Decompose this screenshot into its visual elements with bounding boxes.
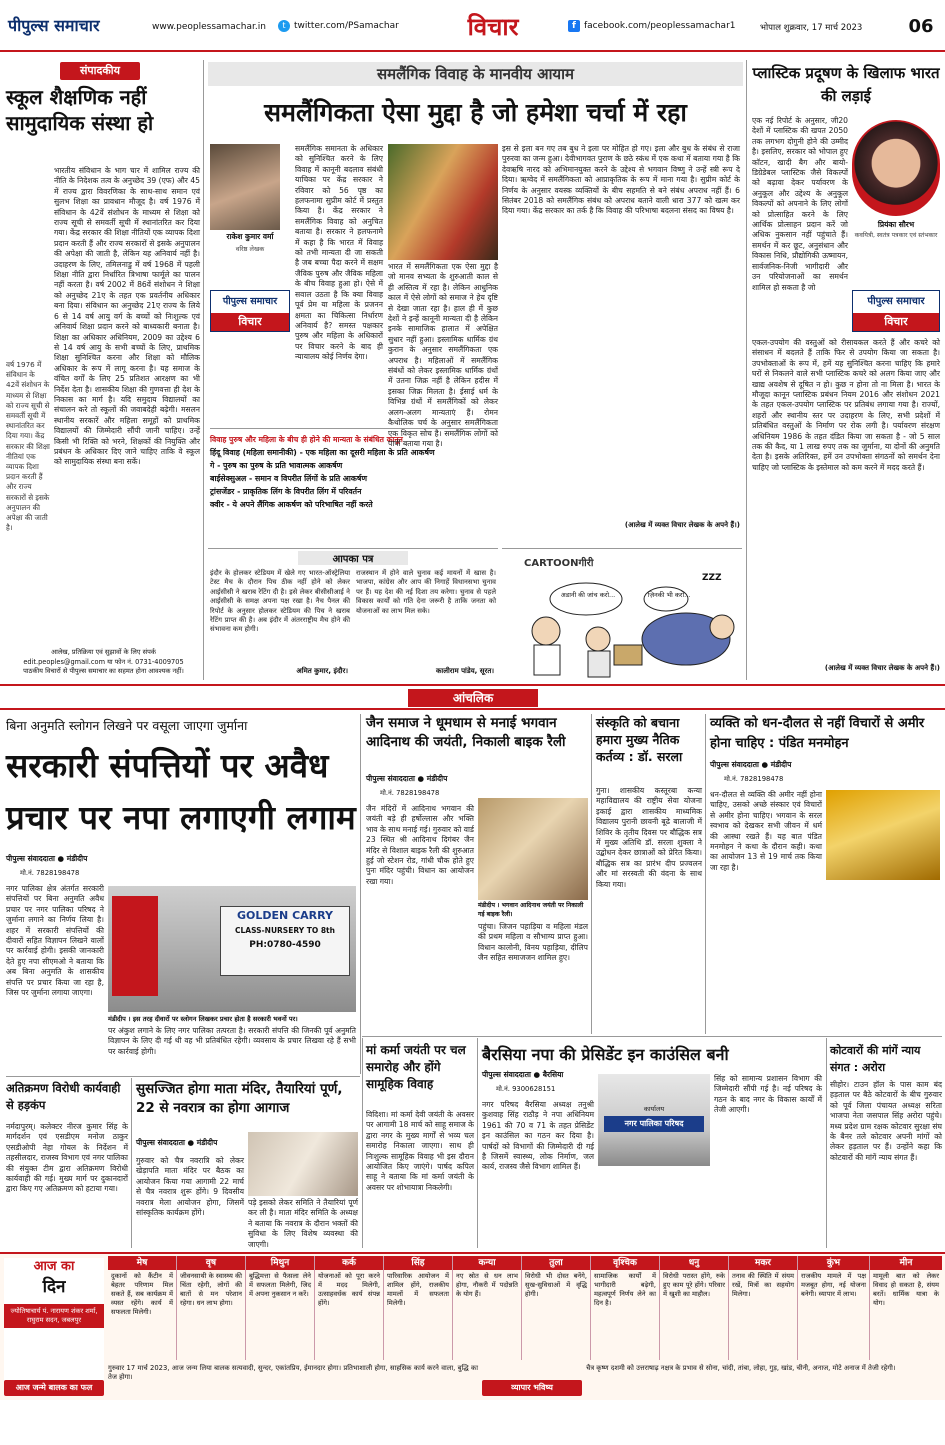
lead-logo-text: पीपुल्स समाचार [222, 296, 278, 307]
horoscope-din: दिन [42, 1277, 66, 1297]
regional-main-photo-phone: PH:0780-4590 [249, 940, 321, 950]
horoscope-sign [798, 1256, 870, 1360]
jain-photo [478, 798, 588, 900]
horoscope-sign-name: तुला [522, 1256, 590, 1270]
jain-mob: मो.नं. 7828198478 [380, 789, 440, 797]
karma-body: विदिशा। मां कर्मा देवी जयंती के अवसर पर आगामी 18 मार्च को साहू समाज के द्वारा नगर के मुख्य मार्गों से भव्य चल समारोह निकाला जाएगा। साथ ही निःशुल्क सामूहिक विवाह भी इस दौरान आयोजित किए जाएंगे। पार्षद कपिल साहू ने बताया कि मां कर्मा जयंती के अवसर पर शोभायात्रा निकलेगी। [366, 1110, 474, 1192]
facebook-icon: f [568, 20, 580, 32]
horoscope-birth-label: आज जन्मे बालक का फल [4, 1380, 104, 1396]
kotwar-headline: कोटवारों की मांगें न्याय संगत : अरोरा [830, 1044, 921, 1074]
cartoon-snore: ZZZ [702, 573, 722, 583]
letters-body1: इंदौर के होलकर स्टेडियम में खेले गए भारत-ऑस्ट्रेलिया टेस्ट मैच के दौरान पिच ठीक नहीं होने को लेकर आईसीसी ने खराब रेटिंग दी है। इसे लेकर बीसीसीआई ने आईसीसी के समक्ष अपना पक्ष रखा है। नैच पैनल की रिपोर्ट के अनुसार होलकर स्टेडियम की पिच ने खराब रेटिंग प्राप्त की है। अब इंदौर में अंतरराष्ट्रीय मैच होने की संभावना कम होगी। [210, 569, 350, 634]
horoscope-sign-name: सिंह [384, 1256, 452, 1270]
masthead-page-number: 06 [908, 16, 934, 37]
mandir-place: मंडीदीप [196, 1138, 218, 1147]
horoscope-sign [246, 1256, 315, 1360]
horoscope-jyotish: ज्योतिषाचार्य पं. नारायण शंकर शर्मा, राघुराम सदन, जबलपुर [4, 1304, 104, 1328]
jain-photo-caption: मंडीदीप । भगवान आदिनाथ जयंती पर निकाली गई बाइक रैली। [478, 902, 584, 918]
letters-sign2: कालीराम पांडेय, सूरत। [436, 667, 494, 675]
plastic-headline: प्लास्टिक प्रदूषण के खिलाफ भारत की लड़ाई [752, 64, 940, 105]
horoscope-sign [870, 1256, 942, 1360]
plastic-author-title: कवयित्री, स्वतंत्र पत्रकार एवं स्तंभकार [854, 232, 938, 239]
lead-kicker: समलैंगिक विवाह के मानवीय आयाम [208, 62, 743, 86]
horoscope-vyapar-label: व्यापार भविष्य [482, 1380, 582, 1396]
regional-main-mob: मो.नं. 7828198478 [20, 869, 80, 877]
regional-main-kicker: बिना अनुमति स्लोगन लिखने पर वसूला जाएगा जुर्माना [6, 718, 248, 733]
masthead-twitter[interactable]: twitter.com/PSamachar [294, 21, 399, 31]
plastic-logo-text: पीपुल्स समाचार [867, 296, 925, 307]
editorial-footer-email[interactable]: edit.peoples@gmail.com या फोन नं. 0731-4009705 [23, 657, 184, 666]
bairasia-byline: पीपुल्स संवाददाता ● बैरसिया [482, 1070, 564, 1079]
horoscope-sign-text: मामूली बात को लेकर विवाद हो सकता है, संयम बरतें। धार्मिक यात्रा के योग। [873, 1272, 939, 1307]
horoscope-sign-text: नए स्रोत से धन लाभ होगा, नौकरी में पदोन्नति के योग हैं। [456, 1272, 518, 1298]
karma-headline: मां कर्मा जयंती पर चल समारोह और होंगे सामूहिक विवाह [366, 1043, 466, 1091]
bairasia-photo [598, 1074, 710, 1166]
horoscope-sign-text: दुकानों को कैंटीन में बेहतर परिणाम मिल सकते हैं, सब कार्यक्रम में व्यस्त रहेंगे। कार्य में सफलता मिलेगी। [111, 1272, 173, 1316]
horoscope-sign [315, 1256, 384, 1360]
horoscope-sign [384, 1256, 453, 1360]
horoscope-bottom-row [15, 1362, 942, 1398]
plastic-body1: एक नई रिपोर्ट के अनुसार, जी20 देशों में प्लास्टिक की खपत 2050 तक लगभग दोगुनी होने की उम्मीद है। इसलिए, सरकार को भोपाल हुए कॉटन, खादी बैग और बायो-डिग्रेडेबल प्लास्टिक जैसे विकल्पों को बढ़ावा देकर पर्यावरण के अनुकूल और उद्देश्य के अनुकूल विकल्पों को अपनाने के लिए लोगों को प्रोत्साहित करने के लिए आर्थिक प्रोत्साहन प्रदान करें जो अधिक नुकसान नहीं पहुंचाते हैं। समर्थन में कर छूट, अनुसंधान और विकास निधि, प्रौद्योगिकी ऊष्मायन, सार्वजनिक-निजी भागीदारी और उन परियोजनाओं का समर्थन शामिल हो सकता है जो [752, 116, 848, 292]
dhan-body: धन-दौलत से व्यक्ति की अमीर नहीं होना चाहिए, उसको अच्छे संस्कार एवं विचारों से अमीर होना चाहिए। भगवान के सरल स्वभाव को देखकर सभी जीवन में धर्म की आस्था रखते हैं। यह बात पंडित मनमोहन ने कथा के दौरान कही। कथा का आयोजन 13 से 19 मार्च तक किया जा रहा है। [710, 790, 822, 872]
bairasia-body: नगर परिषद बैरसिया अध्यक्ष तनुश्री कुशवाह सिंह राठौड़ ने नपा अधिनियम 1961 की 70 व 71 के तहत प्रेसिडेंट इन काउंसिल का गठन कर दिया है। पार्षदों को विभागों की जिम्मेदारी दी गई है जिसमें स्वास्थ्य, लोक निर्माण, जल कार्य, राजस्व जैसे विभाग शामिल हैं। [482, 1100, 594, 1172]
masthead [0, 0, 945, 52]
horoscope-sign [729, 1256, 798, 1360]
horoscope-sign-name: वृश्चिक [591, 1256, 659, 1270]
editorial-label: संपादकीय [60, 62, 140, 80]
horoscope-vyapar-text: चैत्र कृष्ण दशमी को उत्तराषाढ़ नक्षत्र के प्रभाव से सोना, चांदी, तांबा, लोहा, गुड़, खांड, चीनी, अनाज, मोटे अनाज में तेजी रहेगी। [586, 1364, 896, 1372]
horoscope-sign-name: कुंभ [798, 1256, 869, 1270]
plastic-logo-label: विचार [853, 313, 939, 331]
mandir-headline: सुसज्जित होगा माता मंदिर, तैयारियां पूर्ण, 22 से नवरात्र का होगा आगाज [136, 1081, 343, 1116]
regional-main-headline: सरकारी संपत्तियों पर अवैध प्रचार पर नपा लगाएगी लगाम [6, 746, 356, 837]
dhan-photo [826, 790, 940, 880]
horoscope-sign [522, 1256, 591, 1360]
dhan-byline: पीपुल्स संवाददाता ● मंडीदीप [710, 760, 792, 769]
lead-bullets-box [210, 428, 498, 548]
plastic-author-photo [852, 120, 940, 216]
horoscope-sign [591, 1256, 660, 1360]
lead-logo-label: विचार [211, 313, 289, 331]
dhan-headline: व्यक्ति को धन-दौलत से नहीं विचारों से अमीर होना चाहिए : पंडित मनमोहन [710, 716, 925, 751]
letters-sign1: अमित कुमार, इंदौर। [296, 667, 348, 675]
horoscope-sign-text: पारिवारिक आयोजन में शामिल होंगे, राजकीय मामलों में सफलता मिलेगी। [387, 1272, 449, 1307]
twitter-icon: t [278, 20, 290, 32]
editorial-footer [6, 648, 201, 680]
regional-main-photo-banner-title: GOLDEN CARRY [237, 909, 333, 922]
cartoon-bubble-2: ज़िनकी भी करो... [647, 591, 691, 599]
kotwar-body: सीहोर। टाउन हॉल के पास काम बंद हड़ताल पर बैठे कोटवारों के बीच गुरुवार को पूर्व जिला पंचायत अध्यक्ष सरिता भाजपा नेता जसपाल सिंह अरोरा पहुंचे। मध्य प्रदेश ग्राम रक्षक कोटवार सुरक्षा संघ के बैनर तले कोटवार अपनी मांगों को लेकर हड़ताल पर हैं। उन्होंने कहा कि कोटवारों की मांगें न्याय संगत हैं। [830, 1080, 942, 1162]
regional-main-body: नगर पालिका क्षेत्र अंतर्गत सरकारी संपत्तियों पर बिना अनुमति अवैध प्रचार पर नगर पालिका परिषद ने जुर्माना लगाने का निर्णय लिया है। शहर में सरकारी संपत्तियों की दीवारों सहित विज्ञापन लिखने वालों पर कार्रवाई होगी। इसकी जानकारी देते हुए नपा सीएमओ ने बताया कि अब बिना अनुमति के शासकीय संपत्ति पर प्रचार किया जा रहा है, जिस पर जुर्माना लगाया जाएगा। [6, 884, 104, 998]
horoscope-sign-name: धनु [660, 1256, 728, 1270]
jain-body: जैन मंदिरों में आदिनाथ भगवान की जयंती बड़े ही हर्षोल्लास और भक्ति भाव के साथ मनाई गई। गुरुवार को वार्ड 23 स्थित श्री आदिनाथ दिगंबर जैन मंदिर से विशाल बाइक रैली की शुरुआत हुई जो स्टेशन रोड, गांधी चौक होते हुए पुनः मंदिर पहुंची। विधान का आयोजन रखा गया। [366, 804, 474, 886]
editorial-footer-line3: पाठकीय विचारों से पीपुल्स समाचार का सहमत होना आवश्यक नहीं। [23, 667, 184, 676]
regional-main-byline-name: पीपुल्स संवाददाता [6, 854, 55, 863]
plastic-author-name: प्रियंका सौरभ [877, 220, 915, 229]
horoscope-sign-text: सामाजिक कार्यों में भागीदारी बढ़ेगी, महत्वपूर्ण निर्णय लेने का दिन है। [594, 1272, 656, 1307]
cartoon-title: CARTOONगीरी [524, 558, 594, 569]
horoscope-sign-name: कर्क [315, 1256, 383, 1270]
horoscope-sign-name: मिथुन [246, 1256, 314, 1270]
horoscope-sign-text: जीवनसाथी के स्वास्थ्य की चिंता रहेगी, लोगों की बातों से मन परेशान रहेगा। धन लाभ होगा। [180, 1272, 242, 1307]
horoscope-sign [108, 1256, 177, 1360]
mandir-photo [248, 1132, 358, 1196]
horoscope-sign-text: योजनाओं को पूरा करने में मदद मिलेगी, उत्साहवर्धक कार्य संपन्न होंगे। [318, 1272, 380, 1307]
regional-main-body2: पर अंकुश लगाने के लिए नगर पालिका तत्परता है। सरकारी संपत्ति की जिनकी पूर्व अनुमति विज्ञापन के लिए दी गई थी वह भी प्रतिबंधित रहेगी। व्यवसाय के प्रचार लिखवा रहे हैं सभी पर कार्रवाई होगी। [108, 1026, 356, 1056]
regional-band [0, 684, 945, 710]
cartoon-box [502, 548, 742, 680]
horoscope-birth-text: गुरुवार 17 मार्च 2023, आज जन्म लिया बालक सत्यवादी, सुन्दर, एकांतप्रिय, ईमानदार होगा। प्रतिभाशाली होगा, साहसिक कार्य करने वाला, बुद्धि का तेज होगा। [108, 1364, 478, 1382]
horoscope-sign-text: बुद्धिमत्ता से फैसला लेने में सफलता मिलेगी, जिद में अपना नुकसान न करें। [249, 1272, 311, 1298]
lead-logo-box [210, 290, 290, 332]
editorial-headline: स्कूल शैक्षणिक नहीं सामुदायिक संस्था हो [6, 85, 154, 135]
jain-body2: पहुंचा। जिजन पहाड़िया व महिला मंडल की प्रथम महिला व सौभाग्य प्राप्त हुआ। विधान कालोनी, विनय पहाड़िया, दीलिप जैन सहित समाजजन शामिल हुए। [478, 922, 588, 963]
horoscope-strip [0, 1252, 945, 1400]
atikraman-body: नर्मदापुरम्। कलेक्टर नीरज कुमार सिंह के मार्गदर्शन एवं एसडीएम मनोज ठाकुर एसडीओपी नेहा गोयल के निर्देशन में तहसीलदार, राजस्व विभाग एवं नगर पालिका की संयुक्त टीम द्वारा अतिक्रमण विरोधी कार्यवाही की गई। मुख्य मार्ग पर दुकानदारों द्वारा किए गए अतिक्रमण को हटाया गया। [6, 1122, 128, 1194]
letters-body2: राजस्थान में होने वाले चुनाव कई मायनों में खास है। भाजपा, कांग्रेस और आप की निगाहें विधानसभा चुनाव पर हैं। यह देश की नई दिशा तय करेगा। चुनाव से पहले विकास कार्यों को गति देना जरूरी है ताकि जनता को योजनाओं का लाभ मिल सके। [356, 569, 496, 615]
bullet-item: गे - पुरुष का पुरुष के प्रति भावात्मक आकर्षण [210, 461, 343, 470]
lead-bullets-title: विवाह पुरुष और महिला के बीच ही होने की मान्यता के संबंधित कानून [210, 435, 403, 444]
lead-col1: समलैंगिक समानता के अधिकार को सुनिश्चित करने के लिए विवाह में कानूनी बदलाव संबंधी याचिका पर केंद्र सरकार ने रविवार को 56 पृष्ठ का हलफनामा सुप्रीम कोर्ट में प्रस्तुत किया है। केंद्र सरकार ने समलैंगिक विवाह को अनुचित बताया है। सरकार ने हलफनामे में कहा है कि भारत में विवाह को तभी मान्यता दी जा सकती है जब बच्चा पैदा करने में सक्षम जैविक पुरुष और जैविक महिला के बीच विवाह हुआ हो। ऐसे में सवाल उठता है कि क्या विवाह पूर्व प्रेम या महिला के प्रजनन क्षमता का चिकित्सा निर्धारण अनिवार्य है? समस्त पक्षकार पुरुष और महिला के अधिकारों पर विचार करने के बाद ही न्यायालय कोई निर्णय देगा। [295, 144, 383, 362]
jain-byline: पीपुल्स संवाददाता ● मंडीदीप [366, 774, 448, 783]
horoscope-sign-name: मीन [870, 1256, 942, 1270]
horoscope-sign-name: मेष [108, 1256, 176, 1270]
jain-byline-name: पीपुल्स संवाददाता [366, 774, 415, 783]
bairasia-photo-office: कार्यालय [643, 1105, 665, 1113]
horoscope-sign-name: मकर [729, 1256, 797, 1270]
sanskriti-headline: संस्कृति को बचाना हमारा मुख्य नैतिक कर्तव्य : डॉ. सरला [596, 715, 683, 764]
bairasia-headline: बैरसिया नपा की प्रेसिडेंट इन काउंसिल बनी [482, 1045, 729, 1064]
regional-main-caption: मंडीदीप । इस तरह दीवारों पर स्लोगन लिखकर प्रचार होता है सरकारी भवनों पर। [108, 1015, 298, 1023]
lead-col1-cont [210, 344, 383, 424]
plastic-logo-box [852, 290, 940, 332]
lead-col3: इस से इला बन गए तब बुध ने इला पर मोहित हो गए। इला और बुध के संबंध से राजा पुरुरवा का जन्म हुआ। देवीभागवत पुराण के छठे स्कंध में एक कथा में बताया गया है कि देवऋषि नारद को अभिमानयुक्त करने के उद्देश्य से भगवान विष्णु ने उन्हें स्त्री रूप दे दिया। ऋग्वेद में समलैंगिकता को आप्राकृतिक के रूप में माना गया है। सुप्रीम कोर्ट के निर्णय के अनुसार वयस्क व्यक्तियों के बीच सहमति से बने संबंध अपराध नहीं हैं। 6 सितंबर 2018 को समलैंगिक संबंध को अपराध बताने वाली धारा 377 को खत्म कर दिया गया। केंद्र सरकार का तर्क है कि विवाह की परिभाषा बदलना संसद का विषय है। [502, 144, 740, 216]
masthead-section: विचार [467, 13, 519, 41]
cartoon-bubble-1: अडानी की जांच करो... [560, 591, 616, 599]
horoscope-aaj-ka: आज का [33, 1259, 75, 1274]
sanskriti-body: गुना। शासकीय कस्तूरबा कन्या महाविद्यालय की राष्ट्रीय सेवा योजना इकाई द्वारा शासकीय माध्यमिक विद्यालय पुरानी छावनी बूढे बालाजी में शिविर के तृतीय दिवस पर बौद्धिक सत्र में मुख्य अतिथि डॉ. सरला शुक्ला ने उद्बोधन देकर छात्राओं को प्रेरित किया। बौद्धिक सत्र का प्रारंभ दीप प्रज्वलन और मां सरस्वती की वंदना के साथ किया गया। [596, 786, 702, 889]
letters-box [208, 548, 498, 680]
editorial-sidebar-quote: वर्ष 1976 में संविधान के 42वें संशोधन के माध्यम से शिक्षा को राज्य सूची से समवर्ती सूची में स्थानांतरित कर दिया गया। केंद्र सरकार की शिक्षा नीतियां एक व्यापक दिशा प्रदान करती हैं और राज्य सरकारों से इसके अनुपालन की अपेक्षा की जाती है। [6, 360, 50, 533]
dhan-byline-name: पीपुल्स संवाददाता [710, 760, 759, 769]
regional-main-photo [108, 886, 356, 1012]
bullet-item: हिंदू विवाह (महिला समानीकी) - एक महिला का दूसरी महिला के प्रति आकर्षण [210, 448, 435, 457]
mandir-byline: पीपुल्स संवाददाता ● मंडीदीप [136, 1138, 218, 1147]
horoscope-sign-name: कन्या [453, 1256, 521, 1270]
bullet-item: बाईसेक्सुअल - समान व विपरीत लिंगों के प्रति आकर्षण [210, 474, 367, 483]
jain-place: मंडीदीप [426, 774, 448, 783]
bairasia-body2: सिंह को सामान्य प्रशासन विभाग की जिम्मेदारी सौंपी गई है। नई परिषद के गठन के बाद नगर के विकास कार्यों में तेजी आएगी। [714, 1074, 822, 1115]
horoscope-sign [453, 1256, 522, 1360]
regional-main-photo-banner-red [112, 896, 158, 996]
lead-headline: समलैंगिकता ऐसा मुद्दा है जो हमेशा चर्चा में रहा [264, 98, 687, 127]
horoscope-sign-text: राजकीय मामले में पक्ष मजबूत होगा, नई योजना बनेगी। व्यापार में लाभ। [801, 1272, 866, 1298]
mandir-byline-name: पीपुल्स संवाददाता [136, 1138, 185, 1147]
regional-main-byline: पीपुल्स संवाददाता ● मंडीदीप [6, 854, 88, 863]
horoscope-sign-text: विरोधी भी दोस्त बनेंगे, सुख-सुविधाओं में वृद्धि होगी। [525, 1272, 587, 1298]
dhan-body2 [826, 884, 940, 1030]
mandir-body2: पड़े इसको लेकर समिति ने तैयारियां पूर्ण कर ली है। माता मंदिर समिति के अध्यक्ष ने बताया कि नवरात्र के दौरान भक्तों की सुविधा के लिए विशेष व्यवस्था की जाएगी। [248, 1198, 358, 1249]
editorial-body: भारतीय संविधान के भाग चार में शामिल राज्य की नीति के निदेशक तत्व के अनुच्छेद 39 (एफ) और 45 में राज्य द्वारा विवरणिका के साथ-साथ समान एवं सुलभ शिक्षा का प्रावधान मौजूद है। वर्ष 1976 में संविधान के 42वें संशोधन के माध्यम से शिक्षा को राज्य सूची से समवर्ती सूची में स्थानांतरित कर दिया गया। केंद्र सरकार की शिक्षा नीतियों एक व्यापक दिशा प्रदान करती हैं और राज्य सरकारों से इसके अनुपालन की अपेक्षा की जाती है, लेकिन यह अनिवार्य नहीं है। उदाहरण के लिए, तमिलनाडु में वर्ष 1968 में पहली शिक्षा नीति द्वारा निर्धारित त्रिभाषा फार्मूले का पालन नहीं करता है। वर्ष 2002 में 86वें संशोधन ने शिक्षा को अनुच्छेद 21ए के तहत एक प्रवर्तनीय अधिकार बना दिया। संविधान का अनुच्छेद 21ए राज्य के लिये 6 से 14 वर्ष आयु वर्ग के बच्चों को निःशुल्क एवं अनिवार्य शिक्षा प्रदान करने को बाध्यकारी बनाता है। शिक्षा का अधिकार अधिनियम, 2009 का उद्देश्य 6 से 14 वर्ष आयु के सभी बच्चों के लिए, प्राथमिक शिक्षा सुनिश्चित करना और शिक्षा को मौलिक अधिकार के रूप में लागू करना है। यह समाज के वंचित वर्गों के लिए 25 प्रतिशत आरक्षण का भी निर्देश देता है। शासकीय शिक्षा की गुणवत्ता ही देश के निकास का मार्ग है। यदि समुदाय विद्यालयों का संचालन करे तो स्कूलों की जवाबदेही बढ़ेगी। मसलन स्थानीय सरकारें और महिला समूहों को प्राथमिक विद्यालयों की जिम्मेदारी सौंपी जानी चाहिए। उन्हें किसी भी रिक्ति को भरने, शिक्षकों की नियुक्ति और प्रबंधन के अधिकार दिए जाने चाहिए ताकि वे स्कूल को सामुदायिक संस्था बना सकें। [54, 166, 200, 467]
cartoon-illustration [506, 569, 738, 679]
dhan-mob: मो.नं. 7828198478 [724, 775, 784, 783]
bairasia-photo-sign: नगर पालिका परिषद [604, 1116, 704, 1132]
bairasia-byline-name: पीपुल्स संवाददाता [482, 1070, 531, 1079]
horoscope-sign-name: वृष [177, 1256, 245, 1270]
plastic-note: (आलेख में व्यक्त विचार लेखक के अपने हैं।) [824, 664, 940, 672]
letters-title: आपका पत्र [298, 551, 408, 565]
author-title: वरिष्ठ लेखक [235, 245, 265, 253]
mandir-body: गुरुवार को चैत्र नवरात्रि को लेकर खेड़ापति माता मंदिर पर बैठक का आयोजन किया गया आगामी 22 मार्च से चैत्र नवरात्र शुरू होंगे। 9 दिवसीय नवरात्र मेला आयोजन होगा, जिसमें सांस्कृतिक कार्यक्रम होंगे। [136, 1156, 244, 1218]
horoscope-sign-text: विरोधी परास्त होंगे, रुके हुए काम पूरे होंगे। परिवार में खुशी का माहौल। [663, 1272, 725, 1298]
dhan-place: मंडीदीप [770, 760, 792, 769]
regional-main-place: मंडीदीप [66, 854, 88, 863]
jain-headline: जैन समाज ने धूमधाम से मनाई भगवान आदिनाथ की जयंती, निकाली बाइक रैली [366, 715, 566, 750]
bullet-item: क्वीर - ये अपने लैंगिक आकर्षण को परिभाषित नहीं करते [210, 500, 373, 509]
masthead-website[interactable]: www.peoplessamachar.in [152, 22, 266, 32]
atikraman-headline: अतिक्रमण विरोधी कार्यवाही से हड़कंप [6, 1081, 121, 1112]
masthead-facebook[interactable]: facebook.com/peoplessamachar1 [584, 21, 736, 31]
horoscope-signs [108, 1256, 942, 1360]
horoscope-aaj-box [4, 1258, 104, 1396]
horoscope-sign [660, 1256, 729, 1360]
plastic-body2: एकल-उपयोग की वस्तुओं को रीसायकल करते हैं और कचरे को संसाधन में बदलते हैं ताकि फिर से उपयोग किया जा सकता है। उपभोक्ताओं के रूप में, हमें यह सुनिश्चित करना चाहिए कि हमारे घरों से निकलने वाले सभी प्लास्टिक कचरे को अलग किया जाए और खाद्य अवशेष से दूषित न हो। कुछ न होना तो ना मिला है। भारत के मौजूदा कानून प्लास्टिक प्रबंधन नियम 2016 और संशोधन 2021 के तहत एकल-उपयोग प्लास्टिक पर प्रतिबंध लगाया गया है। राज्यों, शहरों और स्थानीय स्तर पर उदाहरण के लिए, सभी प्रदेशों में प्रतिबंधित वस्तुओं के निर्माण पर रोक लगी है। पर्यावरण संरक्षण अधिनियम 1986 के तहत दंडित किया जा सकता है - जो 5 साल तक की कैद, या 1 लाख रुपए तक का जुर्माना, या दोनों की अनुमति देता है। इसके अतिरिक्त, हमें उन उपभोक्ता संगठनों को समर्थन देना चाहिए जो प्लास्टिक के इस्तेमाल को कम करने में मदद करते हैं। [752, 338, 940, 472]
lead-col3-note: (आलेख में व्यक्त विचार लेखक के अपने हैं।) [624, 521, 740, 529]
bullet-item: ट्रांसजेंडर - प्राकृतिक लिंग के विपरीत लिंग में परिवर्तन [210, 487, 362, 496]
author-name: राकेश कुमार वर्मा [226, 232, 274, 241]
horoscope-sign-text: तनाव की स्थिति में संयम रखें, मित्रों का सहयोग मिलेगा। [732, 1272, 794, 1298]
masthead-dateline: भोपाल शुक्रवार, 17 मार्च 2023 [760, 23, 863, 33]
lead-photo-couple [388, 144, 498, 260]
regional-main-photo-banner [220, 906, 350, 976]
author-photo [210, 144, 280, 230]
masthead-logo[interactable]: पीपुल्स समाचार [8, 16, 100, 35]
regional-section-label: आंचलिक [408, 689, 538, 707]
bairasia-place: बैरसिया [542, 1070, 564, 1079]
regional-main-photo-banner-sub: CLASS-NURSERY TO 8th [235, 926, 335, 935]
editorial-footer-line1: आलेख, प्रतिक्रिया एवं सुझावों के लिए संपर्क [51, 648, 156, 656]
bairasia-mob: मो.नं. 9300628151 [496, 1085, 556, 1093]
horoscope-sign [177, 1256, 246, 1360]
lead-col2: भारत में समलैंगिकता एक ऐसा मुद्दा है जो मानव सभ्यता के शुरुआती काल से ही अस्तित्व में रहा है। लेकिन आधुनिक काल में ऐसे लोगों को समाज ने हेय दृष्टि से देखा जाता रहा है। हाल ही में कुछ देशों ने इन्हें कानूनी मान्यता दी है लेकिन इनके सामाजिक हालात में अपेक्षित सुधार नहीं हुआ। इस्लामिक धार्मिक ग्रंथ कुरान के अनुसार समलैंगिकता एक अपराध है। महिलाओं में समलैंगिक संबंधों को लेकर इस्लामिक धार्मिक ग्रंथों में उतना जिक्र नहीं है लेकिन हदीस में इसका जिक्र मिलता है। ईसाई धर्म के विभिन्न ग्रंथों में समलैंगिकों को लेकर अलग-अलग मान्यताएं हैं। रोमन कैथोलिक चर्च के अनुसार समलैंगिकता एक विकृत सोच है। समलैंगिक लोगों को पापी बताया गया है। [388, 262, 498, 448]
